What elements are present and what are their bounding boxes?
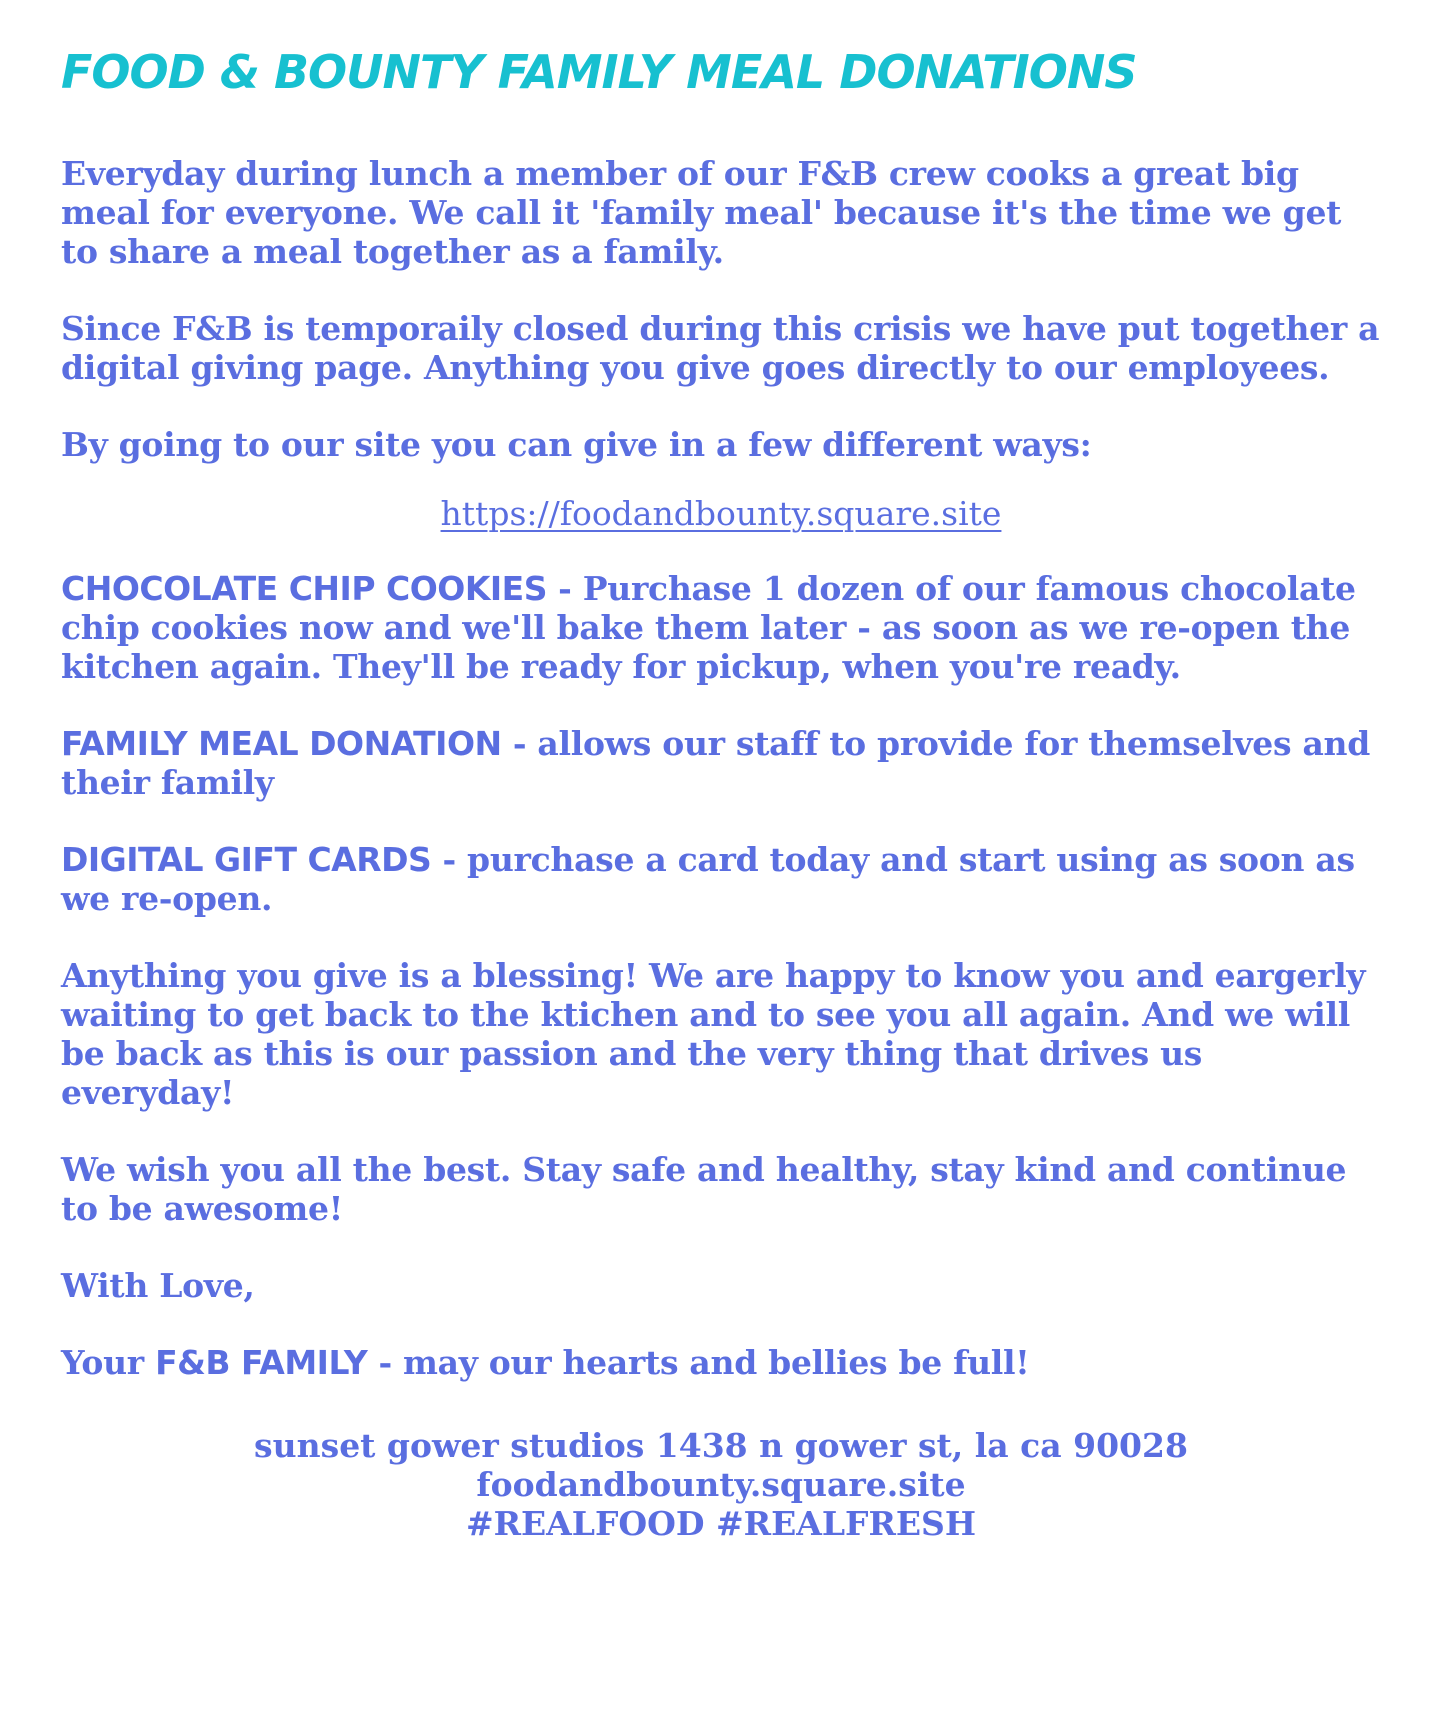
intro-paragraph: Everyday during lunch a member of our F&B crew cooks a great big meal for everyone. We call it 'family meal' because it's the time we get to share a meal together as a family.: [61, 154, 1342, 271]
footer: [61, 1426, 1381, 1543]
option-cookies: [61, 569, 1381, 686]
footer-hashtags: #REALFOOD #REALFRESH: [465, 1504, 977, 1543]
donation-flyer: [61, 44, 1381, 1543]
option-cookies-text: - Purchase 1 dozen of our famous chocolate chip cookies now and we'll bake them later - as soon as we re-open the kitchen again. They'll be ready for pickup, when you're ready.: [61, 569, 1356, 686]
signoff: With Love,: [61, 1266, 255, 1305]
wish-paragraph: We wish you all the best. Stay safe and healthy, stay kind and continue to be awesome!: [61, 1150, 1347, 1228]
signature-prefix: Your: [61, 1343, 156, 1382]
link-row: [61, 494, 1381, 533]
option-cookies-heading: CHOCOLATE CHIP COOKIES: [61, 569, 547, 608]
signature-suffix: - may our hearts and bellies be full!: [367, 1343, 1030, 1382]
ways-intro-paragraph: By going to our site you can give in a few different ways:: [61, 425, 1092, 464]
option-family-meal-text: - allows our staff to provide for themselves and their family: [61, 724, 1371, 802]
option-family-meal-heading: FAMILY MEAL DONATION: [61, 724, 502, 763]
closure-paragraph: Since F&B is temporaily closed during this crisis we have put together a digital giving page. Anything you give goes directly to our employees.: [61, 309, 1380, 387]
option-gift-cards-heading: DIGITAL GIFT CARDS: [61, 840, 432, 879]
footer-address: sunset gower studios 1438 n gower st, la ca 90028: [254, 1426, 1188, 1465]
option-gift-cards-text: - purchase a card today and start using as soon as we re-open.: [61, 840, 1355, 918]
blessing-paragraph: Anything you give is a blessing! We are happy to know you and eargerly waiting to get back to the ktichen and to see you all again. And we will be back as this is our passion and the very thing that drives us everyday!: [61, 956, 1366, 1112]
footer-site: foodandbounty.square.site: [476, 1465, 966, 1504]
signature-caps: F&B FAMILY: [155, 1343, 368, 1382]
signature: [61, 1343, 1381, 1382]
option-gift-cards: [61, 840, 1381, 918]
page-title: FOOD & BOUNTY FAMILY MEAL DONATIONS: [61, 45, 1137, 99]
donation-site-link[interactable]: https://foodandbounty.square.site: [440, 494, 1002, 533]
option-family-meal: [61, 724, 1381, 802]
